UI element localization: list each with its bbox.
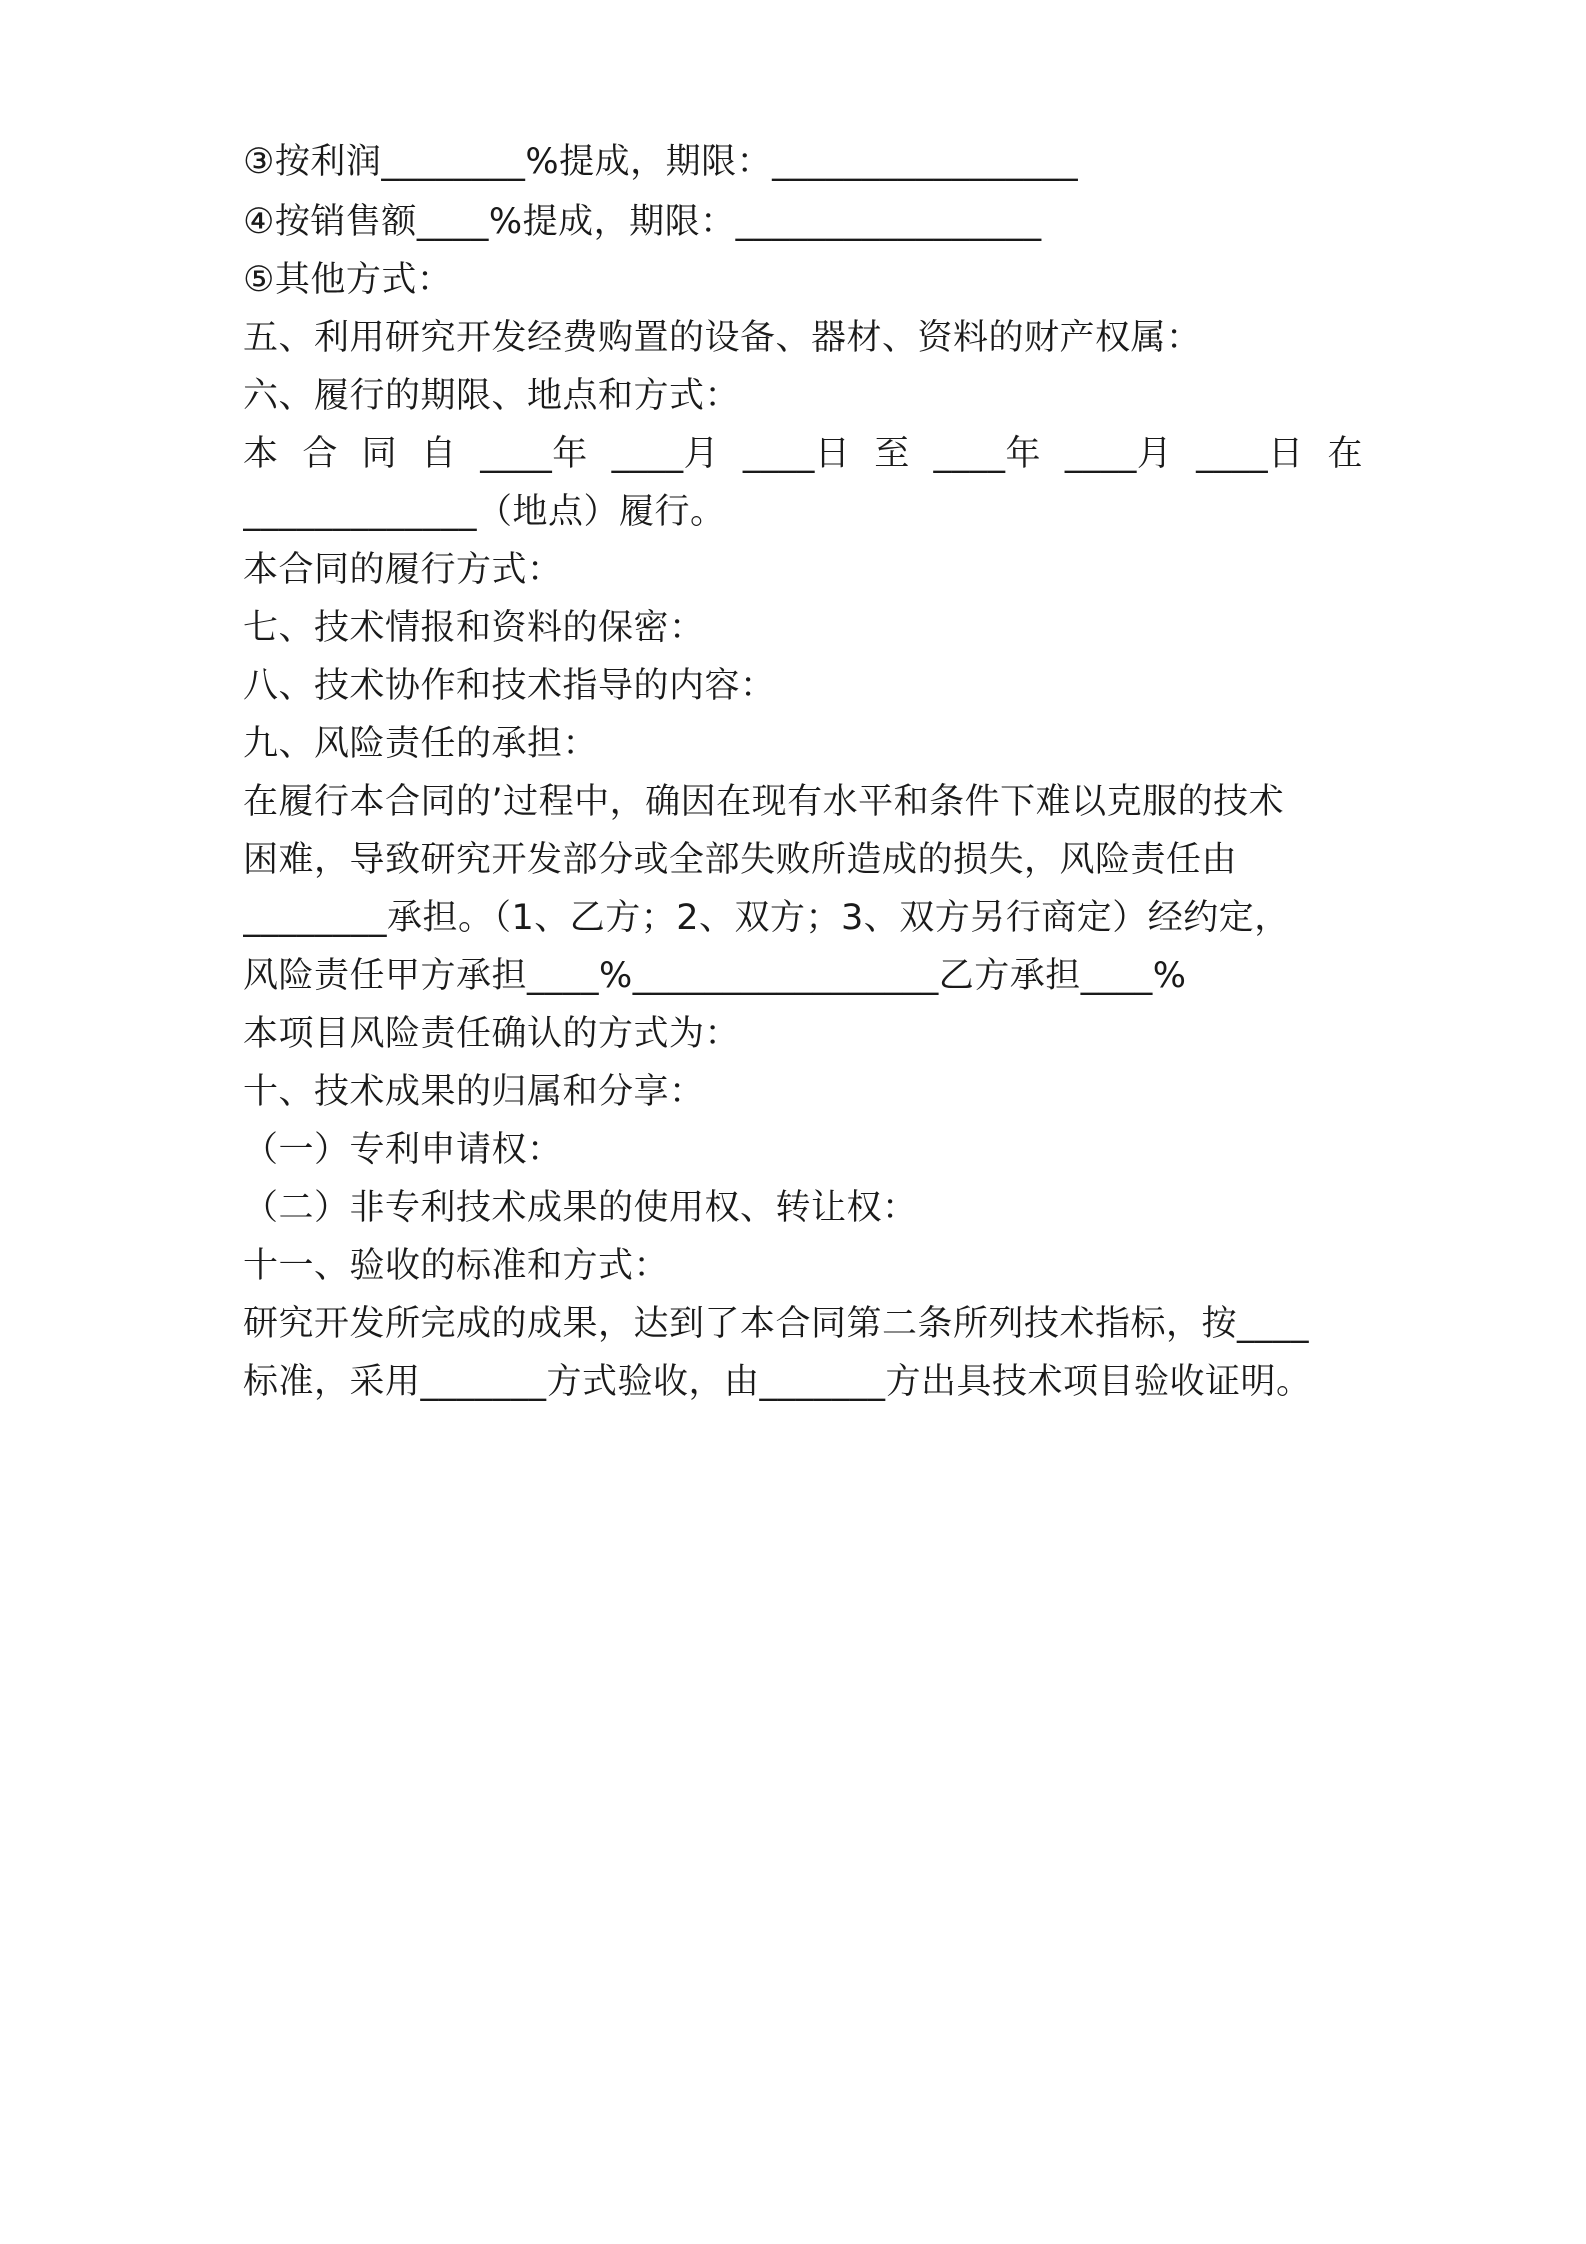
date-part: 同: [361, 434, 398, 474]
paragraph-line: 风险责任甲方承担____%_________________乙方承担____%: [243, 956, 1187, 996]
clause-line: ③按利润________%提成，期限：_________________: [243, 142, 1079, 182]
section-heading: 八、技术协作和技术指导的内容：: [243, 666, 776, 706]
date-part: 合: [302, 434, 338, 474]
sub-clause: （二）非专利技术成果的使用权、转让权：: [243, 1188, 918, 1228]
paragraph-line: ________承担。（1、乙方；2、双方；3、双方另行商定）经约定，: [243, 898, 1290, 938]
clause-line: 本合同的履行方式：: [243, 550, 563, 590]
date-part: 本: [243, 434, 279, 474]
section-heading: 十、技术成果的归属和分享：: [243, 1072, 705, 1112]
date-line: [243, 430, 1363, 478]
date-part: 在: [1327, 434, 1363, 474]
section-heading: 十一、验收的标准和方式：: [243, 1246, 670, 1286]
clause-line: ④按销售额____%提成，期限：_________________: [243, 202, 1042, 242]
date-part: ____年: [480, 434, 588, 474]
date-part: 至: [874, 434, 910, 474]
paragraph-line: 研究开发所完成的成果，达到了本合同第二条所列技术指标，按____: [243, 1304, 1310, 1344]
paragraph-line: 困难，导致研究开发部分或全部失败所造成的损失，风险责任由: [243, 840, 1238, 880]
paragraph-line: 本项目风险责任确认的方式为：: [243, 1014, 741, 1054]
sub-clause: （一）专利申请权：: [243, 1130, 563, 1170]
clause-line: _____________（地点）履行。: [243, 492, 726, 532]
date-part: ____日: [742, 434, 851, 474]
date-part: ____月: [611, 434, 720, 474]
date-part: 自: [420, 434, 457, 474]
clause-line: ⑤其他方式：: [243, 260, 453, 300]
date-part: ____日: [1196, 434, 1304, 474]
paragraph-line: 标准，采用_______方式验收，由_______方出具技术项目验收证明。: [243, 1362, 1312, 1402]
section-heading: 五、利用研究开发经费购置的设备、器材、资料的财产权属：: [243, 318, 1202, 358]
section-heading: 六、履行的期限、地点和方式：: [243, 376, 741, 416]
section-heading: 九、风险责任的承担：: [243, 724, 599, 764]
section-heading: 七、技术情报和资料的保密：: [243, 608, 705, 648]
date-part: ____月: [1064, 434, 1173, 474]
paragraph-line: 在履行本合同的’过程中，确因在现有水平和条件下难以克服的技术: [243, 782, 1285, 822]
date-part: ____年: [933, 434, 1042, 474]
